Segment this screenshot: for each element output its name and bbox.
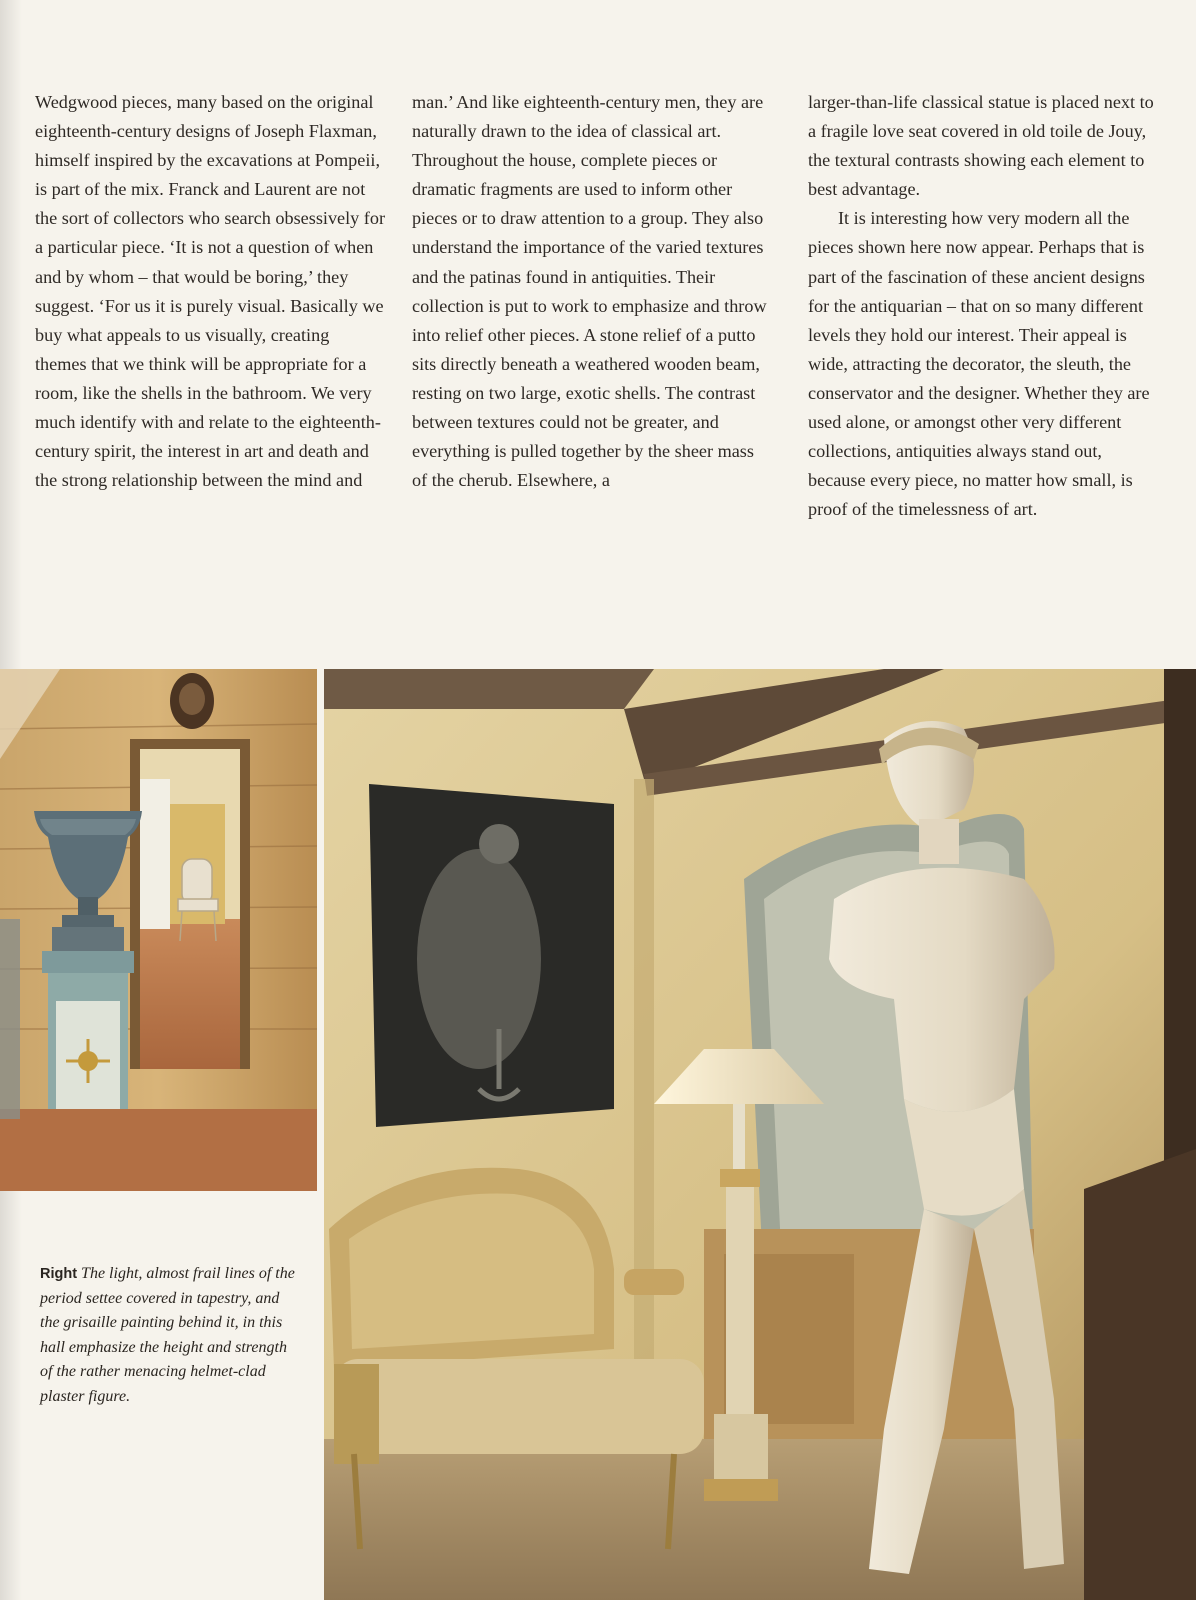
caption-text: The light, almost frail lines of the period settee covered in tapestry, and the grisaille painting behind it, in this hall emphasize the height and strength of the rather menacing helmet-clad plaster figure. <box>40 1265 295 1405</box>
text-column-2 <box>412 88 770 495</box>
photo-doorway-urn <box>0 669 317 1191</box>
text-column-1 <box>35 88 385 495</box>
photo-caption <box>40 1262 295 1410</box>
column-1-paragraph-1: Wedgwood pieces, many based on the original eighteenth-century designs of Joseph Flaxman, himself inspired by the excavations at Pompeii, is part of the mix. Franck and Laurent are not the sort of collectors who search obsessively for a particular piece. ‘It is not a question of when and by whom – that would be boring,’ they suggest. ‘For us it is purely visual. Basically we buy what appeals to us visually, creating themes that we think will be appropriate for a room, like the shells in the bathroom. We very much identify with and relate to the eighteenth-century spirit, the interest in art and death and the strong relationship between the mind and <box>35 92 386 491</box>
ceiling-beam <box>324 669 654 709</box>
text-column-3 <box>808 88 1163 524</box>
staircase <box>1084 1149 1196 1600</box>
grisaille-painting <box>369 784 614 1127</box>
photo-hall-statue <box>324 669 1196 1600</box>
open-door <box>140 779 170 929</box>
column-3-paragraph-1: larger-than-life classical statue is placed next to a fragile love seat covered in old toile de Jouy, the textural contrasts showing each element to best advantage. <box>808 92 1154 200</box>
caption-lead: Right <box>40 1266 78 1282</box>
column-3-paragraph-2: It is interesting how very modern all the pieces shown here now appear. Perhaps that is part of the fascination of these ancient designs for the antiquarian – that on so many different levels they hold our interest. Their appeal is wide, attracting the decorator, the sleuth, the conservator and the designer. Whether they are used alone, or amongst other very different collections, antiquities always stand out, because every piece, no matter how small, is proof of the timelessness of art. <box>808 208 1150 520</box>
column-2-paragraph-1: man.’ And like eighteenth-century men, they are naturally drawn to the idea of classical art. Throughout the house, complete pieces or dramatic fragments are used to inform other pieces or to draw attention to a group. They also understand the importance of the varied textures and the patinas found in antiquities. Their collection is put to work to emphasize and throw into relief other pieces. A stone relief of a putto sits directly beneath a weathered wooden beam, resting on two large, exotic shells. The contrast between textures could not be greater, and everything is pulled together by the sheer mass of the cherub. Elsewhere, a <box>412 92 767 491</box>
